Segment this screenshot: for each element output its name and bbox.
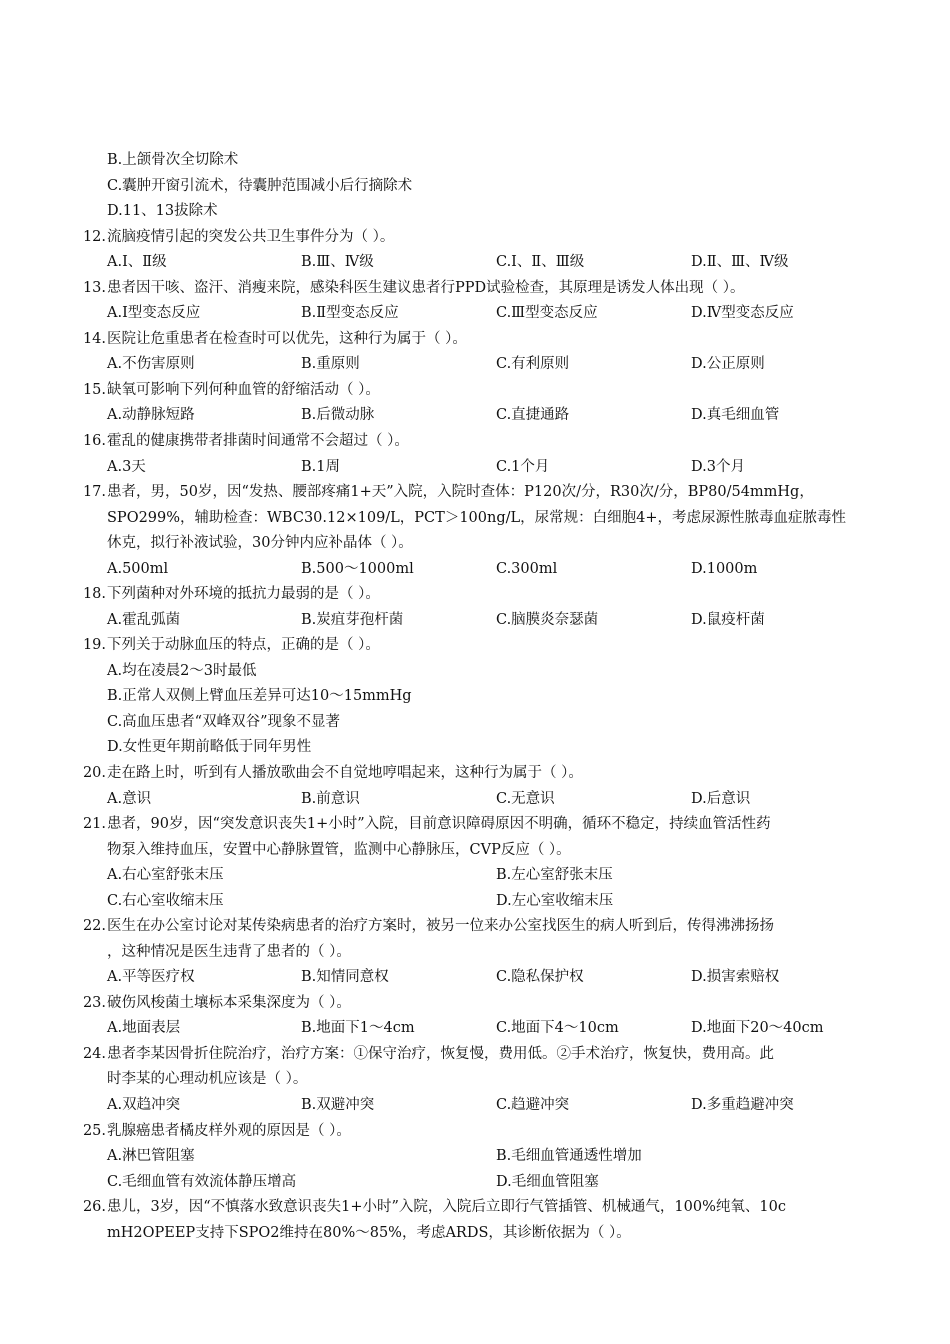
question-stem-line-1: 患者，男，50岁，因“发热、腰部疼痛1+天”入院，入院时查体：P120次/分，R30次/分，BP80/54mmHg， xyxy=(107,484,814,500)
question-stem-line-1: 患者，90岁，因“突发意识丧失1+小时”入院，目前意识障碍原因不明确，循环不稳定，持续血管活性药 xyxy=(107,816,771,832)
question-11-option-d xyxy=(0,199,950,225)
option-b: B.炭疽芽孢杆菌 xyxy=(301,612,404,628)
question-22 xyxy=(0,914,950,940)
question-number: 26. xyxy=(82,1199,106,1215)
option-b: B.500～1000ml xyxy=(301,561,414,577)
question-stem: 流脑疫情引起的突发公共卫生事件分为（ ）。 xyxy=(107,229,395,245)
question-number: 22. xyxy=(82,918,106,934)
option-a: A.3天 xyxy=(107,459,146,475)
option-a: A.Ⅰ型变态反应 xyxy=(107,305,201,321)
option-d: D.多重趋避冲突 xyxy=(691,1097,794,1113)
question-11-option-b xyxy=(0,148,950,174)
option-a: A.平等医疗权 xyxy=(107,969,195,985)
question-11-option-c xyxy=(0,174,950,200)
question-number: 14. xyxy=(82,331,106,347)
question-stem: 乳腺癌患者橘皮样外观的原因是（ ）。 xyxy=(107,1123,351,1139)
question-20-options xyxy=(0,787,950,813)
option-c: C.右心室收缩末压 xyxy=(107,893,224,909)
option-c: C.脑膜炎奈瑟菌 xyxy=(496,612,599,628)
question-stem-line-2: 时李某的心理动机应该是（ ）。 xyxy=(107,1071,308,1087)
question-21-options-row-2 xyxy=(0,889,950,915)
option-c: C.Ⅰ、Ⅱ、Ⅲ级 xyxy=(496,254,585,270)
option-d: D.地面下20～40cm xyxy=(691,1020,824,1036)
question-13 xyxy=(0,276,950,302)
option-b: B.Ⅱ型变态反应 xyxy=(301,305,399,321)
question-stem-line-2: ，这种情况是医生违背了患者的（ ）。 xyxy=(107,944,351,960)
option-text: C.囊肿开窗引流术，待囊肿范围减小后行摘除术 xyxy=(107,178,413,194)
question-24-options xyxy=(0,1093,950,1119)
option-b: B.知情同意权 xyxy=(301,969,389,985)
question-24-stem-line-2 xyxy=(0,1067,950,1093)
option-b: B.左心室舒张末压 xyxy=(496,867,613,883)
question-19-option-c xyxy=(0,710,950,736)
question-14 xyxy=(0,327,950,353)
option-d: D.鼠疫杆菌 xyxy=(691,612,765,628)
question-stem: 下列关于动脉血压的特点，正确的是（ ）。 xyxy=(107,637,380,653)
question-number: 18. xyxy=(82,586,106,602)
question-23 xyxy=(0,991,950,1017)
question-15 xyxy=(0,378,950,404)
question-12 xyxy=(0,225,950,251)
option-a: A.不伤害原则 xyxy=(107,356,195,372)
option-c: C.无意识 xyxy=(496,791,555,807)
question-number: 23. xyxy=(82,995,106,1011)
option-a: A.动静脉短路 xyxy=(107,407,195,423)
question-20 xyxy=(0,761,950,787)
question-stem: 患者因干咳、盗汗、消瘦来院，感染科医生建议患者行PPD试验检查，其原理是诱发人体出现（ ）。 xyxy=(107,280,745,296)
question-18-options xyxy=(0,608,950,634)
option-a: A.双趋冲突 xyxy=(107,1097,181,1113)
option-d: D.Ⅳ型变态反应 xyxy=(691,305,794,321)
option-c: C.高血压患者“双峰双谷”现象不显著 xyxy=(107,714,341,730)
option-a: A.意识 xyxy=(107,791,152,807)
option-d: D.女性更年期前略低于同年男性 xyxy=(107,739,312,755)
question-number: 21. xyxy=(82,816,106,832)
question-number: 19. xyxy=(82,637,106,653)
option-b: B.正常人双侧上臂血压差异可达10～15mmHg xyxy=(107,688,412,704)
option-d: D.Ⅱ、Ⅲ、Ⅳ级 xyxy=(691,254,789,270)
question-23-options xyxy=(0,1016,950,1042)
question-stem: 医院让危重患者在检查时可以优先，这种行为属于（ ）。 xyxy=(107,331,467,347)
question-26-stem-line-2 xyxy=(0,1221,950,1247)
option-d: D.3个月 xyxy=(691,459,745,475)
option-text: D.11、13拔除术 xyxy=(107,203,218,219)
option-c: C.Ⅲ型变态反应 xyxy=(496,305,598,321)
option-b: B.地面下1～4cm xyxy=(301,1020,415,1036)
question-stem-line-2: mH2OPEEP支持下SPO2维持在80%～85%，考虑ARDS，其诊断依据为（ ）。 xyxy=(107,1225,631,1241)
question-21 xyxy=(0,812,950,838)
question-number: 25. xyxy=(82,1123,106,1139)
question-number: 24. xyxy=(82,1046,106,1062)
question-17-options xyxy=(0,557,950,583)
option-d: D.损害索赔权 xyxy=(691,969,780,985)
option-c: C.毛细血管有效流体静压增高 xyxy=(107,1174,297,1190)
question-stem: 缺氧可影响下列何种血管的舒缩活动（ ）。 xyxy=(107,382,380,398)
option-a: A.500ml xyxy=(107,561,169,577)
question-22-options xyxy=(0,965,950,991)
question-12-options xyxy=(0,250,950,276)
option-c: C.地面下4～10cm xyxy=(496,1020,619,1036)
question-17-stem-line-3 xyxy=(0,531,950,557)
option-b: B.前意识 xyxy=(301,791,360,807)
option-c: C.趋避冲突 xyxy=(496,1097,570,1113)
option-c: C.1个月 xyxy=(496,459,550,475)
question-14-options xyxy=(0,352,950,378)
option-a: A.均在凌晨2～3时最低 xyxy=(107,663,257,679)
question-13-options xyxy=(0,301,950,327)
question-number: 17. xyxy=(82,484,106,500)
question-17-stem-line-2 xyxy=(0,506,950,532)
question-15-options xyxy=(0,403,950,429)
question-19-option-b xyxy=(0,684,950,710)
question-number: 20. xyxy=(82,765,106,781)
option-a: A.霍乱弧菌 xyxy=(107,612,181,628)
question-21-options-row-1 xyxy=(0,863,950,889)
question-stem: 下列菌种对外环境的抵抗力最弱的是（ ）。 xyxy=(107,586,380,602)
question-number: 15. xyxy=(82,382,106,398)
question-25 xyxy=(0,1119,950,1145)
question-19-option-a xyxy=(0,659,950,685)
option-c: C.有利原则 xyxy=(496,356,570,372)
option-d: D.毛细血管阻塞 xyxy=(496,1174,599,1190)
question-stem-line-3: 休克，拟行补液试验，30分钟内应补晶体（ ）。 xyxy=(107,535,413,551)
option-b: B.重原则 xyxy=(301,356,360,372)
option-text: B.上颌骨次全切除术 xyxy=(107,152,239,168)
option-b: B.毛细血管通透性增加 xyxy=(496,1148,642,1164)
question-16 xyxy=(0,429,950,455)
option-b: B.双避冲突 xyxy=(301,1097,375,1113)
question-stem: 霍乱的健康携带者排菌时间通常不会超过（ ）。 xyxy=(107,433,409,449)
question-stem: 走在路上时，听到有人播放歌曲会不自觉地哼唱起来，这种行为属于（ ）。 xyxy=(107,765,583,781)
question-stem-line-2: 物泵入维持血压，安置中心静脉置管，监测中心静脉压，CVP反应（ ）。 xyxy=(107,842,571,858)
option-a: A.地面表层 xyxy=(107,1020,181,1036)
question-stem-line-1: 患者李某因骨折住院治疗，治疗方案：①保守治疗，恢复慢，费用低。②手术治疗，恢复快，费用高。此 xyxy=(107,1046,774,1062)
question-number: 16. xyxy=(82,433,106,449)
question-22-stem-line-2 xyxy=(0,940,950,966)
option-b: B.后微动脉 xyxy=(301,407,375,423)
option-c: C.隐私保护权 xyxy=(496,969,584,985)
question-stem-line-2: SPO299%，辅助检查：WBC30.12×109/L，PCT＞100ng/L，尿常规：白细胞4+，考虑尿源性脓毒血症脓毒性 xyxy=(107,510,847,526)
question-stem-line-1: 医生在办公室讨论对某传染病患者的治疗方案时，被另一位来办公室找医生的病人听到后，传得沸沸扬扬 xyxy=(107,918,774,934)
question-21-stem-line-2 xyxy=(0,838,950,864)
question-number: 13. xyxy=(82,280,106,296)
question-stem-line-1: 患儿，3岁，因“不慎落水致意识丧失1+小时”入院，入院后立即行气管插管、机械通气，100%纯氧、10c xyxy=(107,1199,786,1215)
question-24 xyxy=(0,1042,950,1068)
option-d: D.后意识 xyxy=(691,791,751,807)
option-d: D.1000m xyxy=(691,561,758,577)
option-d: D.真毛细血管 xyxy=(691,407,780,423)
question-19-option-d xyxy=(0,735,950,761)
option-a: A.Ⅰ、Ⅱ级 xyxy=(107,254,167,270)
question-25-options-row-1 xyxy=(0,1144,950,1170)
question-16-options xyxy=(0,455,950,481)
option-d: D.左心室收缩末压 xyxy=(496,893,614,909)
question-19 xyxy=(0,633,950,659)
question-stem: 破伤风梭菌土壤标本采集深度为（ ）。 xyxy=(107,995,351,1011)
question-17 xyxy=(0,480,950,506)
option-b: B.1周 xyxy=(301,459,340,475)
option-d: D.公正原则 xyxy=(691,356,765,372)
question-18 xyxy=(0,582,950,608)
option-b: B.Ⅲ、Ⅳ级 xyxy=(301,254,374,270)
question-25-options-row-2 xyxy=(0,1170,950,1196)
question-26 xyxy=(0,1195,950,1221)
option-c: C.直捷通路 xyxy=(496,407,570,423)
question-number: 12. xyxy=(82,229,106,245)
option-a: A.右心室舒张末压 xyxy=(107,867,224,883)
option-a: A.淋巴管阻塞 xyxy=(107,1148,195,1164)
option-c: C.300ml xyxy=(496,561,558,577)
